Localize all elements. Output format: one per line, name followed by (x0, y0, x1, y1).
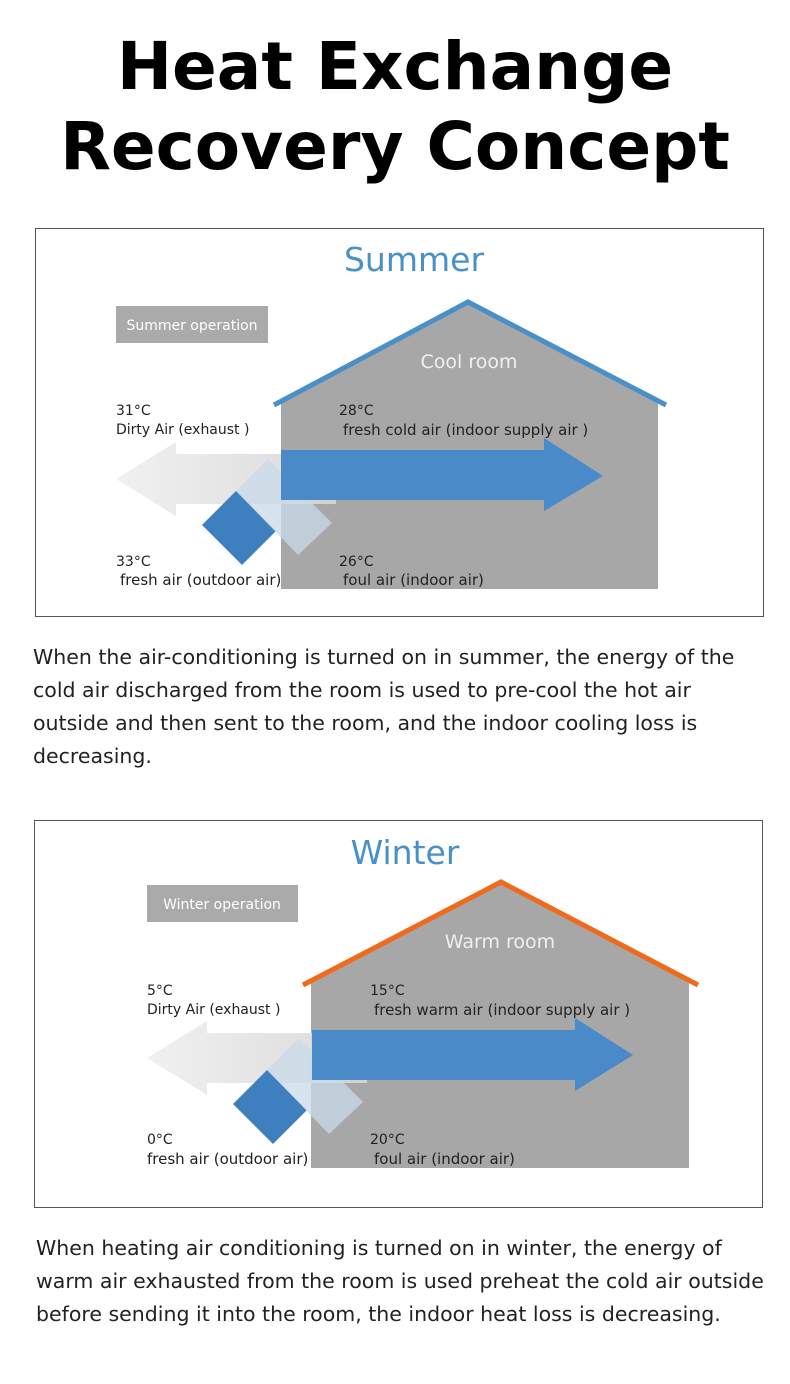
summer-exhaust-temp: 31°C (116, 403, 151, 419)
summer-diagram-panel (35, 228, 764, 617)
summer-diagram (36, 229, 763, 616)
summer-supply-temp: 28°C (339, 403, 374, 419)
page-title-line-1: Heat Exchange (116, 28, 674, 105)
winter-exhaust-label: Dirty Air (exhaust ) (147, 1002, 281, 1018)
summer-outdoor-temp: 33°C (116, 554, 151, 570)
page-title-line-2: Recovery Concept (60, 108, 730, 185)
winter-outdoor-temp: 0°C (147, 1132, 173, 1148)
summer-operation-tag-label: Summer operation (126, 318, 258, 334)
winter-exhaust-temp: 5°C (147, 983, 173, 999)
summer-exhaust-label: Dirty Air (exhaust ) (116, 422, 250, 438)
winter-heading: Winter (350, 833, 460, 872)
winter-supply-label: fresh warm air (indoor supply air ) (374, 1001, 631, 1019)
summer-room-label: Cool room (420, 351, 518, 373)
winter-diagram-panel (34, 820, 763, 1208)
winter-indoor-temp: 20°C (370, 1132, 405, 1148)
winter-room-label: Warm room (444, 931, 556, 953)
summer-indoor-temp: 26°C (339, 554, 374, 570)
winter-description: When heating air conditioning is turned on in winter, the energy of warm air exhausted from the room is used preheat the cold air outside before sending it into the room, the indoor heat loss is decreasing. (36, 1236, 764, 1326)
summer-supply-label: fresh cold air (indoor supply air ) (343, 421, 589, 439)
summer-house (281, 303, 658, 589)
winter-house (311, 883, 689, 1168)
winter-diagram (35, 821, 762, 1207)
summer-indoor-label: foul air (indoor air) (343, 571, 484, 589)
summer-heading: Summer (343, 240, 485, 279)
winter-operation-tag-label: Winter operation (163, 897, 281, 913)
winter-supply-temp: 15°C (370, 983, 405, 999)
summer-outdoor-label: fresh air (outdoor air) (120, 571, 282, 589)
winter-outdoor-label: fresh air (outdoor air) (147, 1150, 309, 1168)
winter-indoor-label: foul air (indoor air) (374, 1150, 515, 1168)
summer-description: When the air-conditioning is turned on in summer, the energy of the cold air discharged from the room is used to pre-cool the hot air outside and then sent to the room, and the indoor cooling loss is decreasing. (33, 645, 735, 768)
